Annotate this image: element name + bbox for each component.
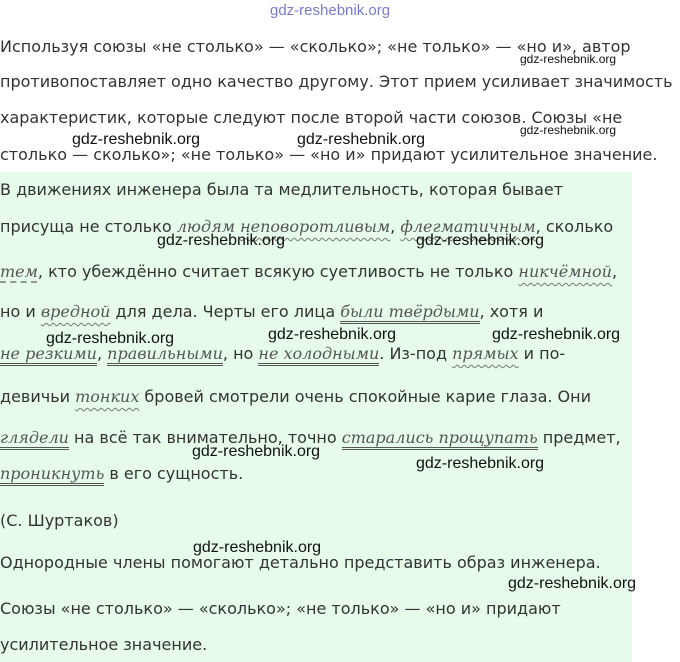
conclusion-line-1: Однородные члены помогают детально представить образ инженера. bbox=[0, 553, 601, 572]
watermark: gdz-reshebnik.org bbox=[72, 131, 201, 148]
watermark: gdz-reshebnik.org bbox=[416, 232, 545, 249]
example-text: , но bbox=[222, 344, 259, 363]
underlined-word: тонких bbox=[75, 387, 140, 406]
example-text: и по- bbox=[518, 344, 566, 363]
underlined-word: не холодными bbox=[258, 344, 379, 366]
example-text: , bbox=[96, 344, 108, 363]
example-line-1: В движениях инженера была та медлительность, которая бывает bbox=[0, 180, 564, 199]
example-text: в его сущность. bbox=[104, 464, 244, 483]
example-text: присуща не столько bbox=[0, 217, 177, 236]
watermark: gdz-reshebnik.org bbox=[508, 575, 637, 592]
example-text: . Из-под bbox=[379, 344, 453, 363]
watermark: gdz-reshebnik.org bbox=[520, 123, 617, 137]
example-text: но и bbox=[0, 302, 41, 321]
watermark: gdz-reshebnik.org bbox=[268, 326, 397, 343]
underlined-word: людям bbox=[176, 217, 236, 236]
underlined-word: правильными bbox=[107, 344, 223, 366]
underlined-word: никчёмной bbox=[518, 262, 612, 281]
underlined-word: старались прощупать bbox=[342, 428, 538, 450]
example-text: девичьи bbox=[0, 387, 76, 406]
underlined-word: прямых bbox=[452, 344, 519, 363]
example-line-8 bbox=[0, 464, 243, 484]
example-text: на всё так внимательно, точно bbox=[68, 428, 342, 447]
example-text: , bbox=[390, 217, 401, 236]
underlined-word: вредной bbox=[40, 302, 111, 321]
underlined-word: тем bbox=[0, 262, 38, 281]
underlined-word: глядели bbox=[0, 428, 69, 450]
example-text: , кто убеждённо считает всякую суетливость не только bbox=[37, 262, 519, 281]
intro-line-4: столько — сколько»; «не только» — «но и» придают усилительное значение. bbox=[0, 145, 658, 164]
watermark: gdz-reshebnik.org bbox=[193, 539, 322, 556]
watermark: gdz-reshebnik.org bbox=[297, 131, 426, 148]
conclusion-line-2: Союзы «не столько» — «сколько»; «не только» — «но и» придают bbox=[0, 599, 561, 618]
watermark: gdz-reshebnik.org bbox=[520, 52, 617, 66]
example-text: предмет, bbox=[537, 428, 621, 447]
intro-line-2: противопоставляет одно качество другому. Этот прием усиливает значимость bbox=[0, 72, 673, 91]
conclusion-line-3: усилительное значение. bbox=[0, 635, 208, 654]
example-text: , сколько bbox=[535, 217, 614, 236]
example-text: , хотя и bbox=[479, 302, 544, 321]
example-text: бровей смотрели очень спокойные карие глаза. Они bbox=[139, 387, 591, 406]
intro-line-3: характеристик, которые следуют после второй части союзов. Союзы «не bbox=[0, 108, 623, 127]
underlined-word: проникнуть bbox=[0, 464, 104, 486]
watermark: gdz-reshebnik.org bbox=[192, 443, 321, 460]
example-author: (С. Шуртаков) bbox=[0, 511, 119, 530]
watermark: gdz-reshebnik.org bbox=[416, 455, 545, 472]
underlined-word: неповоротливым bbox=[240, 217, 391, 236]
example-text: , bbox=[611, 262, 618, 281]
watermark: gdz-reshebnik.org bbox=[157, 232, 286, 249]
example-line-4 bbox=[0, 302, 543, 322]
watermark: gdz-reshebnik.org bbox=[492, 326, 621, 343]
example-line-3 bbox=[0, 262, 617, 282]
underlined-word: не резкими bbox=[0, 344, 97, 366]
underlined-word: флегматичным bbox=[400, 217, 536, 236]
example-text: для дела. Черты его лица bbox=[110, 302, 341, 321]
watermark: gdz-reshebnik.org bbox=[46, 330, 175, 347]
watermark-top[interactable]: gdz-reshebnik.org bbox=[270, 2, 391, 19]
intro-line-1: Используя союзы «не столько» — «сколько»; «не только» — «но и», автор bbox=[0, 37, 631, 56]
example-line-6 bbox=[0, 387, 591, 407]
underlined-word: были твёрдыми bbox=[340, 302, 479, 324]
